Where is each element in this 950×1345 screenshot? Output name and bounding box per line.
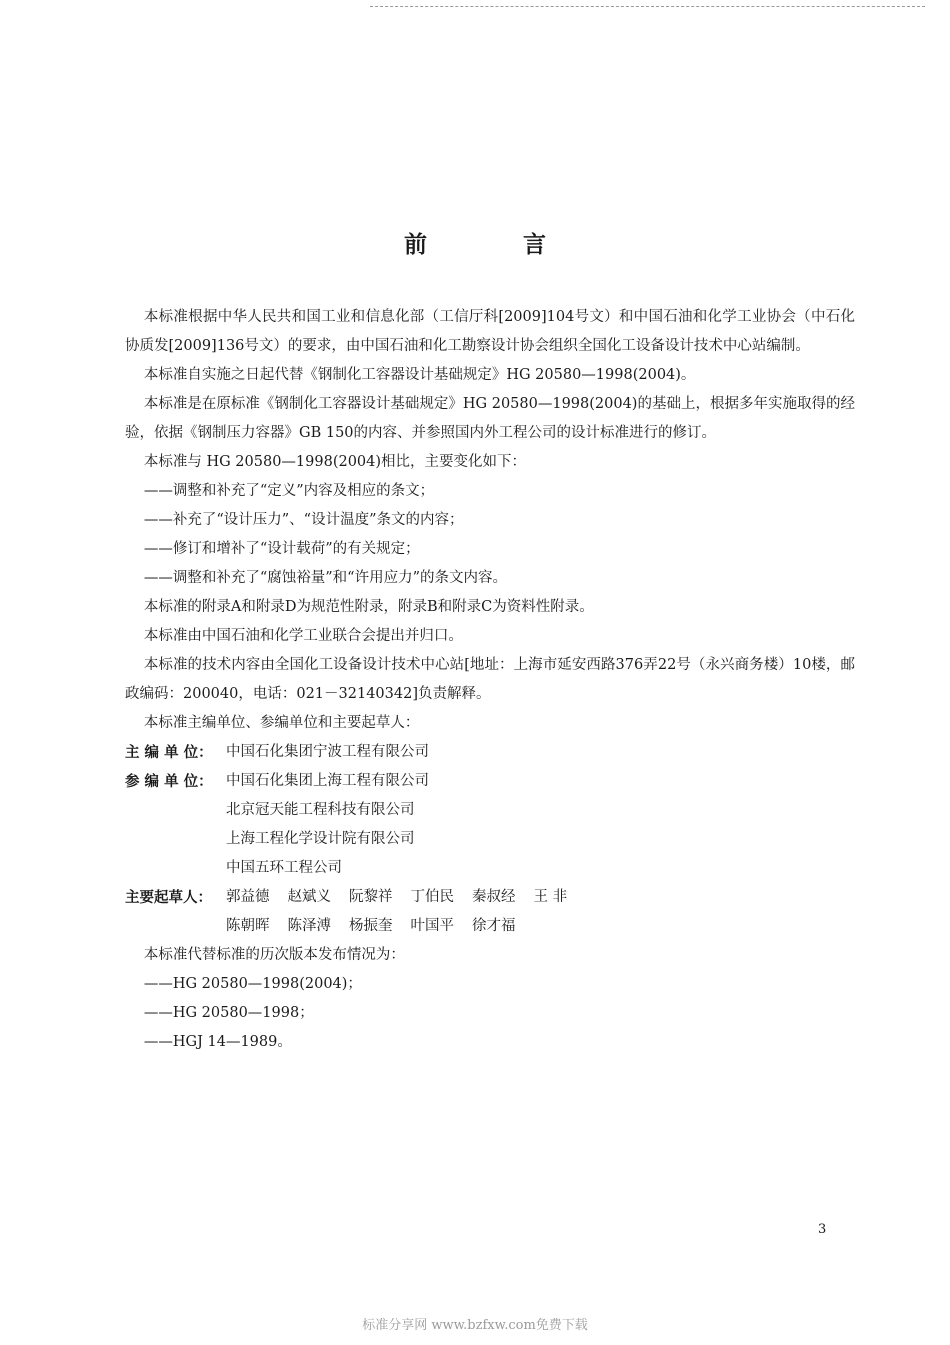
drafter-name: 阮黎祥: [349, 889, 393, 905]
participating-unit: 上海工程化学设计院有限公司: [226, 831, 415, 847]
drafters-line-1: [226, 883, 585, 912]
change-item: ——调整和补充了“定义”内容及相应的条文；: [143, 483, 435, 499]
history-intro: 本标准代替标准的历次版本发布情况为：: [143, 947, 405, 963]
drafter-name: 郭益德: [226, 889, 270, 905]
change-item: ——调整和补充了“腐蚀裕量”和“许用应力”的条文内容。: [143, 570, 507, 586]
drafter-name: 叶国平: [410, 918, 454, 934]
participating-unit: 中国石化集团上海工程有限公司: [226, 773, 429, 789]
drafter-name: 王 非: [533, 889, 568, 905]
change-item: ——修订和增补了“设计载荷”的有关规定；: [143, 541, 420, 557]
history-item: ——HGJ 14—1989。: [143, 1034, 292, 1050]
footer-watermark: 标准分享网 www.bzfxw.com免费下载: [362, 1318, 588, 1333]
change-item: ——补充了“设计压力”、“设计温度”条文的内容；: [143, 512, 464, 528]
drafters-row: [125, 883, 855, 941]
drafter-name: 秦叔经: [472, 889, 516, 905]
drafter-name: 陈朝晖: [226, 918, 270, 934]
participating-units-label: 参 编 单 位：: [125, 773, 213, 790]
chief-unit-value: 中国石化集团宁波工程有限公司: [226, 744, 429, 760]
history-item: ——HG 20580—1998(2004)；: [143, 976, 362, 992]
page-title: 前 言: [403, 231, 590, 258]
appendix-note: 本标准的附录A和附录D为规范性附录，附录B和附录C为资料性附录。: [143, 599, 594, 615]
paragraph-replaces: 本标准自实施之日起代替《钢制化工容器设计基础规定》HG 20580—1998(2004)。: [143, 367, 696, 383]
drafters-line-2: [226, 912, 585, 941]
participating-units-row: [125, 767, 855, 883]
drafters-label: 主要起草人：: [125, 889, 212, 906]
history-item: ——HG 20580—1998；: [143, 1005, 314, 1021]
participating-unit: 中国五环工程公司: [226, 860, 342, 876]
units-intro: 本标准主编单位、参编单位和主要起草人：: [143, 715, 420, 731]
drafter-name: 杨振奎: [349, 918, 393, 934]
drafter-name: 赵斌义: [287, 889, 331, 905]
chief-unit-row: [125, 738, 855, 767]
drafter-name: 丁伯民: [410, 889, 454, 905]
participating-unit: 北京冠天能工程科技有限公司: [226, 802, 415, 818]
chief-unit-label: 主 编 单 位：: [125, 744, 213, 761]
paragraph-revision: 本标准是在原标准《钢制化工容器设计基础规定》HG 20580—1998(2004)的基础上，根据多年实施取得的经验，依据《钢制压力容器》GB 150的内容、并参照国内外工程公司的设计标准进行的修订。: [125, 396, 855, 441]
proposer-note: 本标准由中国石油和化学工业联合会提出并归口。: [143, 628, 463, 644]
page-number: 3: [818, 1222, 827, 1237]
interpretation-note: 本标准的技术内容由全国化工设备设计技术中心站[地址：上海市延安西路376弄22号（永兴商务楼）10楼，邮政编码：200040，电话：021－32140342]负责解释。: [125, 657, 855, 702]
drafter-name: 徐才福: [472, 918, 516, 934]
changes-intro: 本标准与 HG 20580—1998(2004)相比，主要变化如下：: [143, 454, 527, 470]
foreword-body: [125, 303, 855, 1057]
paragraph-basis: 本标准根据中华人民共和国工业和信息化部（工信厅科[2009]104号文）和中国石油和化学工业协会（中石化协质发[2009]136号文）的要求，由中国石油和化工勘察设计协会组织全国化工设备设计技术中心站编制。: [125, 309, 855, 354]
drafter-name: 陈泽溥: [287, 918, 331, 934]
top-scan-rule: [370, 6, 925, 7]
